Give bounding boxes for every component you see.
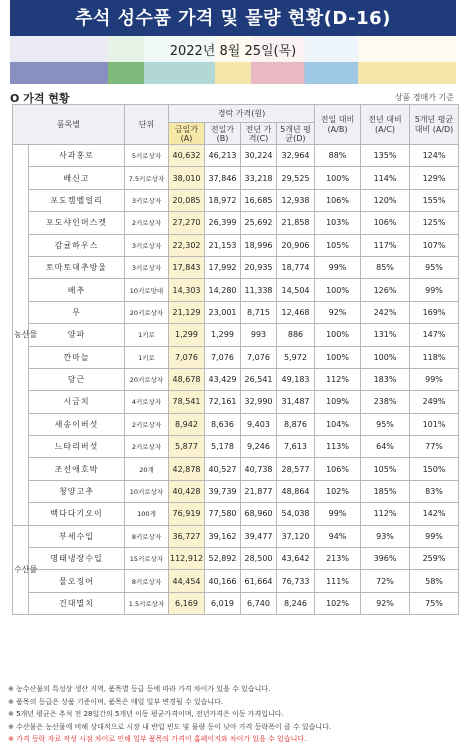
price-prev-day: 40,166	[205, 570, 241, 592]
ratio-vs-prev-year: 117%	[361, 234, 410, 256]
category-label: 농산물	[13, 145, 29, 526]
price-avg5: 48,864	[277, 480, 315, 502]
ratio-vs-avg5: 99%	[410, 525, 459, 547]
price-avg5: 43,642	[277, 548, 315, 570]
item-unit: 7.5키로상자	[125, 167, 169, 189]
item-name: 부세수입	[29, 525, 125, 547]
ratio-vs-prev-day: 92%	[315, 301, 361, 323]
price-avg5: 12,468	[277, 301, 315, 323]
price-today: 14,303	[169, 279, 205, 301]
table-row	[13, 167, 459, 189]
ratio-vs-prev-year: 100%	[361, 346, 410, 368]
ratio-vs-avg5: 95%	[410, 256, 459, 278]
price-avg5: 37,120	[277, 525, 315, 547]
price-today: 8,942	[169, 413, 205, 435]
table-row	[13, 570, 459, 592]
item-name: 물오징어	[29, 570, 125, 592]
price-avg5: 886	[277, 324, 315, 346]
ratio-vs-avg5: 147%	[410, 324, 459, 346]
header-item: 품목별	[13, 105, 125, 145]
table-row	[13, 458, 459, 480]
item-unit: 15키로상자	[125, 548, 169, 570]
ratio-vs-prev-day: 102%	[315, 592, 361, 614]
price-prev-day: 21,153	[205, 234, 241, 256]
price-avg5: 31,487	[277, 391, 315, 413]
ratio-vs-prev-day: 104%	[315, 413, 361, 435]
ratio-vs-prev-day: 109%	[315, 391, 361, 413]
table-row	[13, 391, 459, 413]
ratio-vs-avg5: 169%	[410, 301, 459, 323]
item-unit: 1키로	[125, 346, 169, 368]
report-date: 2022년 8월 25일(목)	[169, 44, 297, 59]
price-prev-year: 26,541	[241, 368, 277, 390]
ratio-vs-avg5: 99%	[410, 279, 459, 301]
item-unit: 3키로상자	[125, 189, 169, 211]
price-prev-day: 23,001	[205, 301, 241, 323]
footnote: ※ 농수산물의 특성상 생산 지역, 품목별 등급 등에 따라 가격 차이가 있을 수 있습니다.	[8, 685, 271, 693]
footnote: ※ 품목의 등급은 상품 기준이며, 품목은 매일 일부 변경될 수 있습니다.	[8, 697, 224, 706]
price-avg5: 14,504	[277, 279, 315, 301]
price-prev-year: 25,692	[241, 212, 277, 234]
item-unit: 1.5키로상자	[125, 592, 169, 614]
price-prev-day: 40,527	[205, 458, 241, 480]
price-prev-day: 72,161	[205, 391, 241, 413]
price-today: 20,085	[169, 189, 205, 211]
price-today: 5,877	[169, 436, 205, 458]
ratio-vs-prev-day: 105%	[315, 234, 361, 256]
ratio-vs-prev-year: 238%	[361, 391, 410, 413]
price-prev-year: 21,877	[241, 480, 277, 502]
price-avg5: 8,246	[277, 592, 315, 614]
ratio-vs-prev-day: 99%	[315, 256, 361, 278]
price-avg5: 5,972	[277, 346, 315, 368]
ratio-vs-prev-year: 135%	[361, 145, 410, 167]
price-table-body	[13, 145, 459, 615]
price-prev-year: 39,477	[241, 525, 277, 547]
header-price-group: 경락 가격(원)	[169, 105, 315, 123]
item-unit: 5키로상자	[125, 145, 169, 167]
item-unit: 100개	[125, 503, 169, 525]
table-row	[13, 592, 459, 614]
price-today: 42,878	[169, 458, 205, 480]
price-avg5: 8,876	[277, 413, 315, 435]
price-today: 38,010	[169, 167, 205, 189]
item-unit: 4키로상자	[125, 391, 169, 413]
item-name: 배신고	[29, 167, 125, 189]
ratio-vs-prev-year: 396%	[361, 548, 410, 570]
item-unit: 2키로상자	[125, 212, 169, 234]
ratio-vs-prev-year: 131%	[361, 324, 410, 346]
ratio-vs-prev-day: 113%	[315, 436, 361, 458]
ratio-vs-prev-year: 114%	[361, 167, 410, 189]
header-vs-avg5: 5개년 평균대비 (A/D)	[410, 105, 459, 145]
price-today: 17,843	[169, 256, 205, 278]
item-unit: 10키로상자	[125, 480, 169, 502]
ratio-vs-prev-day: 102%	[315, 480, 361, 502]
ratio-vs-avg5: 118%	[410, 346, 459, 368]
price-today: 40,428	[169, 480, 205, 502]
item-name: 새송이버섯	[29, 413, 125, 435]
price-prev-year: 32,990	[241, 391, 277, 413]
item-name: 포도샤인머스켓	[29, 212, 125, 234]
ratio-vs-prev-year: 242%	[361, 301, 410, 323]
ratio-vs-prev-day: 100%	[315, 346, 361, 368]
item-name: 양파	[29, 324, 125, 346]
price-avg5: 29,525	[277, 167, 315, 189]
price-prev-day: 46,213	[205, 145, 241, 167]
footnote: ※ 수산물은 농산물에 비해 상대적으로 시장 내 반입 빈도 및 물량 등이 낮아 가격 등락폭이 클 수 있습니다.	[8, 722, 332, 731]
price-avg5: 21,858	[277, 212, 315, 234]
header-vs-prev-year: 전년 대비 (A/C)	[361, 105, 410, 145]
ratio-vs-prev-day: 106%	[315, 458, 361, 480]
price-today: 7,076	[169, 346, 205, 368]
price-avg5: 18,774	[277, 256, 315, 278]
ratio-vs-prev-day: 111%	[315, 570, 361, 592]
price-prev-day: 52,892	[205, 548, 241, 570]
ratio-vs-prev-day: 106%	[315, 189, 361, 211]
price-basis-note: 상품 경매가 기준	[394, 93, 454, 102]
ratio-vs-avg5: 75%	[410, 592, 459, 614]
price-prev-year: 68,960	[241, 503, 277, 525]
item-name: 백다다기오이	[29, 503, 125, 525]
ratio-vs-prev-year: 93%	[361, 525, 410, 547]
table-row	[13, 279, 459, 301]
price-prev-day: 6,019	[205, 592, 241, 614]
item-name: 무	[29, 301, 125, 323]
ratio-vs-prev-day: 99%	[315, 503, 361, 525]
category-label: 수산물	[13, 525, 29, 615]
price-avg5: 32,964	[277, 145, 315, 167]
item-unit: 20개	[125, 458, 169, 480]
price-avg5: 20,906	[277, 234, 315, 256]
table-row	[13, 436, 459, 458]
ratio-vs-avg5: 124%	[410, 145, 459, 167]
ratio-vs-avg5: 99%	[410, 368, 459, 390]
item-unit: 8키로상자	[125, 525, 169, 547]
table-row	[13, 234, 459, 256]
price-today: 40,632	[169, 145, 205, 167]
price-prev-day: 39,162	[205, 525, 241, 547]
header-prev-year: 전년 가격(C)	[241, 123, 277, 145]
price-prev-day: 5,178	[205, 436, 241, 458]
price-today: 44,454	[169, 570, 205, 592]
section-title-text: 가격 현황	[23, 92, 70, 105]
price-today: 76,919	[169, 503, 205, 525]
table-row	[13, 368, 459, 390]
price-prev-year: 16,685	[241, 189, 277, 211]
ratio-vs-prev-year: 105%	[361, 458, 410, 480]
ratio-vs-prev-year: 112%	[361, 503, 410, 525]
header-today: 금일가 (A)	[169, 123, 205, 145]
ratio-vs-prev-year: 85%	[361, 256, 410, 278]
item-name: 포도캠벨얼리	[29, 189, 125, 211]
ratio-vs-avg5: 101%	[410, 413, 459, 435]
ratio-vs-prev-day: 213%	[315, 548, 361, 570]
price-prev-day: 43,429	[205, 368, 241, 390]
price-avg5: 7,613	[277, 436, 315, 458]
table-row	[13, 346, 459, 368]
price-prev-year: 30,224	[241, 145, 277, 167]
header-prev-day: 전일가 (B)	[205, 123, 241, 145]
table-row	[13, 301, 459, 323]
ratio-vs-prev-day: 88%	[315, 145, 361, 167]
price-prev-day: 18,972	[205, 189, 241, 211]
ratio-vs-prev-day: 94%	[315, 525, 361, 547]
ratio-vs-avg5: 58%	[410, 570, 459, 592]
price-today: 78,541	[169, 391, 205, 413]
item-name: 건대멸치	[29, 592, 125, 614]
ratio-vs-avg5: 83%	[410, 480, 459, 502]
footnote: ※ 5개년 평균은 추석 전 28일간의 5개년 이동 평균가격이며, 전년가격은 이동 가격입니다.	[8, 710, 284, 719]
ratio-vs-avg5: 249%	[410, 391, 459, 413]
item-name: 감귤하우스	[29, 234, 125, 256]
table-row	[13, 189, 459, 211]
ratio-vs-avg5: 155%	[410, 189, 459, 211]
ratio-vs-prev-year: 106%	[361, 212, 410, 234]
ratio-vs-prev-year: 95%	[361, 413, 410, 435]
price-prev-year: 993	[241, 324, 277, 346]
item-name: 토마토대추방울	[29, 256, 125, 278]
item-unit: 3키로상자	[125, 256, 169, 278]
price-prev-year: 33,218	[241, 167, 277, 189]
item-unit: 1키로	[125, 324, 169, 346]
table-row	[13, 256, 459, 278]
ratio-vs-prev-day: 100%	[315, 279, 361, 301]
table-row	[13, 413, 459, 435]
ratio-vs-avg5: 77%	[410, 436, 459, 458]
price-today: 6,169	[169, 592, 205, 614]
ratio-vs-prev-year: 126%	[361, 279, 410, 301]
item-name: 사과홍로	[29, 145, 125, 167]
header-avg5: 5개년 평균(D)	[277, 123, 315, 145]
ratio-vs-avg5: 129%	[410, 167, 459, 189]
price-prev-year: 8,715	[241, 301, 277, 323]
price-prev-day: 26,399	[205, 212, 241, 234]
table-row	[13, 525, 459, 547]
ratio-vs-prev-day: 112%	[315, 368, 361, 390]
price-prev-day: 39,739	[205, 480, 241, 502]
item-unit: 10키로망대	[125, 279, 169, 301]
price-prev-day: 8,636	[205, 413, 241, 435]
ratio-vs-prev-year: 185%	[361, 480, 410, 502]
price-today: 21,129	[169, 301, 205, 323]
price-today: 48,678	[169, 368, 205, 390]
ratio-vs-avg5: 142%	[410, 503, 459, 525]
price-today: 1,299	[169, 324, 205, 346]
item-unit: 3키로상자	[125, 234, 169, 256]
item-unit: 20키로상자	[125, 301, 169, 323]
price-prev-year: 6,740	[241, 592, 277, 614]
price-prev-year: 7,076	[241, 346, 277, 368]
ratio-vs-prev-day: 100%	[315, 324, 361, 346]
price-prev-day: 37,846	[205, 167, 241, 189]
table-row	[13, 480, 459, 502]
table-row	[13, 503, 459, 525]
item-name: 조선애호박	[29, 458, 125, 480]
page-title: 추석 성수품 가격 및 물량 현황(D-16)	[75, 8, 391, 29]
ratio-vs-prev-year: 183%	[361, 368, 410, 390]
item-name: 명태냉장수입	[29, 548, 125, 570]
table-row	[13, 145, 459, 167]
price-avg5: 49,183	[277, 368, 315, 390]
ratio-vs-avg5: 125%	[410, 212, 459, 234]
price-avg5: 76,733	[277, 570, 315, 592]
footnotes	[8, 683, 460, 746]
ratio-vs-prev-day: 103%	[315, 212, 361, 234]
price-table	[12, 104, 459, 615]
price-prev-year: 40,738	[241, 458, 277, 480]
header-banner	[10, 0, 456, 84]
ratio-vs-prev-day: 100%	[315, 167, 361, 189]
price-today: 36,727	[169, 525, 205, 547]
price-prev-year: 9,246	[241, 436, 277, 458]
item-unit: 2키로상자	[125, 413, 169, 435]
price-avg5: 28,577	[277, 458, 315, 480]
price-prev-year: 11,338	[241, 279, 277, 301]
ratio-vs-prev-year: 72%	[361, 570, 410, 592]
price-today: 112,912	[169, 548, 205, 570]
price-avg5: 54,038	[277, 503, 315, 525]
header-unit: 단위	[125, 105, 169, 145]
table-row	[13, 548, 459, 570]
item-name: 느타리버섯	[29, 436, 125, 458]
footnote-warning: ※ 가격 등락 자료 작성 시점 차이로 인해 일부 품목의 가격이 홈페이지와 차이가 있을 수 있습니다.	[8, 735, 307, 744]
price-avg5: 12,938	[277, 189, 315, 211]
price-prev-day: 14,280	[205, 279, 241, 301]
price-prev-day: 7,076	[205, 346, 241, 368]
price-prev-day: 77,580	[205, 503, 241, 525]
table-row	[13, 324, 459, 346]
price-today: 27,270	[169, 212, 205, 234]
price-prev-day: 17,992	[205, 256, 241, 278]
item-name: 시금치	[29, 391, 125, 413]
ratio-vs-prev-year: 64%	[361, 436, 410, 458]
item-unit: 2키로상자	[125, 436, 169, 458]
price-prev-year: 9,403	[241, 413, 277, 435]
price-prev-year: 61,664	[241, 570, 277, 592]
ratio-vs-prev-year: 120%	[361, 189, 410, 211]
price-prev-year: 28,500	[241, 548, 277, 570]
item-name: 당근	[29, 368, 125, 390]
ratio-vs-prev-year: 92%	[361, 592, 410, 614]
item-name: 배추	[29, 279, 125, 301]
item-unit: 20키로상자	[125, 368, 169, 390]
price-prev-year: 18,996	[241, 234, 277, 256]
table-row	[13, 212, 459, 234]
ratio-vs-avg5: 107%	[410, 234, 459, 256]
header-vs-prev-day: 전일 대비 (A/B)	[315, 105, 361, 145]
section-bullet: O	[10, 92, 20, 105]
price-today: 22,302	[169, 234, 205, 256]
ratio-vs-avg5: 259%	[410, 548, 459, 570]
item-name: 깐마늘	[29, 346, 125, 368]
price-prev-day: 1,299	[205, 324, 241, 346]
item-name: 청양고추	[29, 480, 125, 502]
ratio-vs-avg5: 150%	[410, 458, 459, 480]
price-prev-year: 20,935	[241, 256, 277, 278]
item-unit: 8키로상자	[125, 570, 169, 592]
